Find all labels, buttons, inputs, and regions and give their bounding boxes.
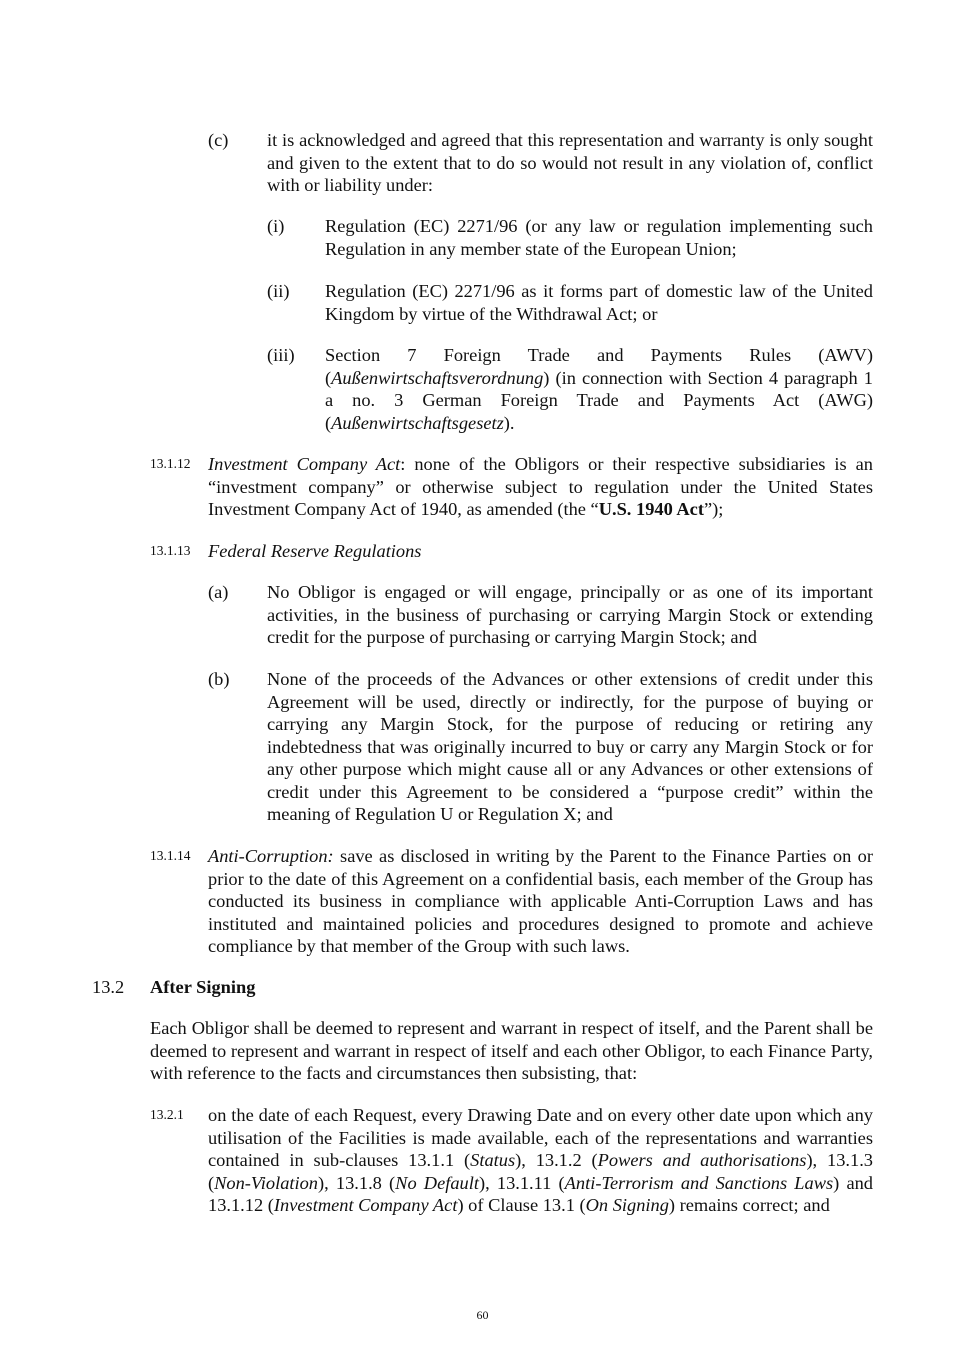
text-run: ) (in connection with Section 4 paragraph 1 a no. 3 German Foreign Trade and Payments Act (AWG) ( [325, 367, 873, 433]
text-run: ) and 13.1.12 ( [208, 1172, 874, 1215]
paragraph: Regulation (EC) 2271/96 as it forms part of domestic law of the United Kingdom by virtue of the Withdrawal Act; or [325, 281, 873, 324]
clause-heading-text: Federal Reserve Regulations [208, 541, 422, 561]
paragraph: Regulation (EC) 2271/96 (or any law or regulation implementing such Regulation in any member state of the European Union; [325, 216, 873, 259]
paragraph [325, 344, 873, 434]
item-label: (ii) [267, 281, 290, 301]
paragraph [208, 1104, 873, 1217]
paragraph: No Obligor is engaged or will engage, principally or as one of its important activities, in the business of purchasing or carrying Margin Stock or extending credit for the purpose of purchasing or carrying Margin Stock; and [267, 582, 873, 647]
page-number: 60 [476, 1308, 489, 1322]
text-run: : none of the Obligors or their respective subsidiaries is an “investment company” or otherwise subject to regulation under the United States Investment Company Act of 1940, as amended (the “ [208, 454, 873, 519]
italic-term: Powers and authorisations [597, 1150, 807, 1170]
text-run: ), 13.1.11 ( [478, 1172, 565, 1193]
text-run: Section 7 Foreign Trade and Payments Rules (AWV) ( [325, 345, 873, 388]
text-run: save as disclosed in writing by the Parent to the Finance Parties on or prior to the date of this Agreement on a confidential basis, each member of the Group has conducted its business in compliance with applicable Anti-Corruption Laws and has instituted and maintained policies and procedures designed to promote and achieve compliance by that member of the Group with such laws. [208, 846, 873, 956]
italic-term: Außenwirtschaftsgesetz [331, 412, 504, 433]
text-run: ). [503, 412, 515, 433]
item-label: (b) [208, 669, 230, 689]
clause-number: 13.1.13 [150, 543, 191, 558]
italic-term: Non-Violation [214, 1172, 318, 1193]
text-run: ) remains correct; and [668, 1195, 830, 1215]
section-number: 13.2 [92, 977, 125, 997]
text-run: on the date of each Request, every Drawing Date and on every other date upon which any utilisation of the Facilities is made available, each of the representations and warranties contained in sub-clauses 13.1.1 ( [208, 1105, 873, 1170]
item-label: (c) [208, 130, 229, 150]
italic-term: Anti-Terrorism and Sanctions Laws [564, 1172, 834, 1193]
defined-term: U.S. 1940 Act [598, 499, 704, 519]
item-label: (i) [267, 216, 285, 236]
text-run: ”); [703, 499, 724, 519]
italic-term: No Default [395, 1172, 479, 1193]
item-label: (iii) [267, 345, 295, 365]
text-run: ), 13.1.3 ( [208, 1150, 873, 1193]
paragraph: None of the proceeds of the Advances or other extensions of credit under this Agreement will be used, directly or indirectly, for the purpose of buying or carrying any Margin Stock, for the purpose of reducing or retiring any indebtedness that was originally incurred to buy or carry any Margin Stock or for any other purpose which might cause all or any Advances or other extensions of credit under this Agreement to be considered a “purpose credit” within the meaning of Regulation U or Regulation X; and [267, 669, 873, 824]
paragraph [208, 453, 873, 521]
clause-number: 13.1.14 [150, 848, 191, 863]
italic-term: Status [470, 1150, 516, 1170]
clause-heading [208, 540, 873, 563]
clause-heading: Investment Company Act [208, 454, 401, 474]
clause-number: 13.2.1 [150, 1107, 184, 1122]
section-title: After Signing [150, 977, 256, 997]
clause-heading: Anti-Corruption: [208, 846, 334, 866]
paragraph [208, 845, 873, 958]
italic-term: Außenwirtschaftsverordnung [331, 367, 544, 388]
italic-term: Investment Company Act [273, 1195, 458, 1215]
item-label: (a) [208, 582, 229, 602]
paragraph: it is acknowledged and agreed that this representation and warranty is only sought and given to the extent that to do so would not result in any violation of, conflict with or liability under: [267, 130, 873, 195]
clause-number: 13.1.12 [150, 456, 191, 471]
text-run: ), 13.1.2 ( [515, 1150, 598, 1170]
text-run: ), 13.1.8 ( [318, 1172, 396, 1193]
paragraph: Each Obligor shall be deemed to represent and warrant in respect of itself, and the Parent shall be deemed to represent and warrant in respect of itself and each other Obligor, to each Finance Party, with reference to the facts and circumstances then subsisting, that: [150, 1018, 873, 1083]
italic-term: On Signing [585, 1195, 669, 1215]
text-run: ) of Clause 13.1 ( [457, 1195, 586, 1215]
